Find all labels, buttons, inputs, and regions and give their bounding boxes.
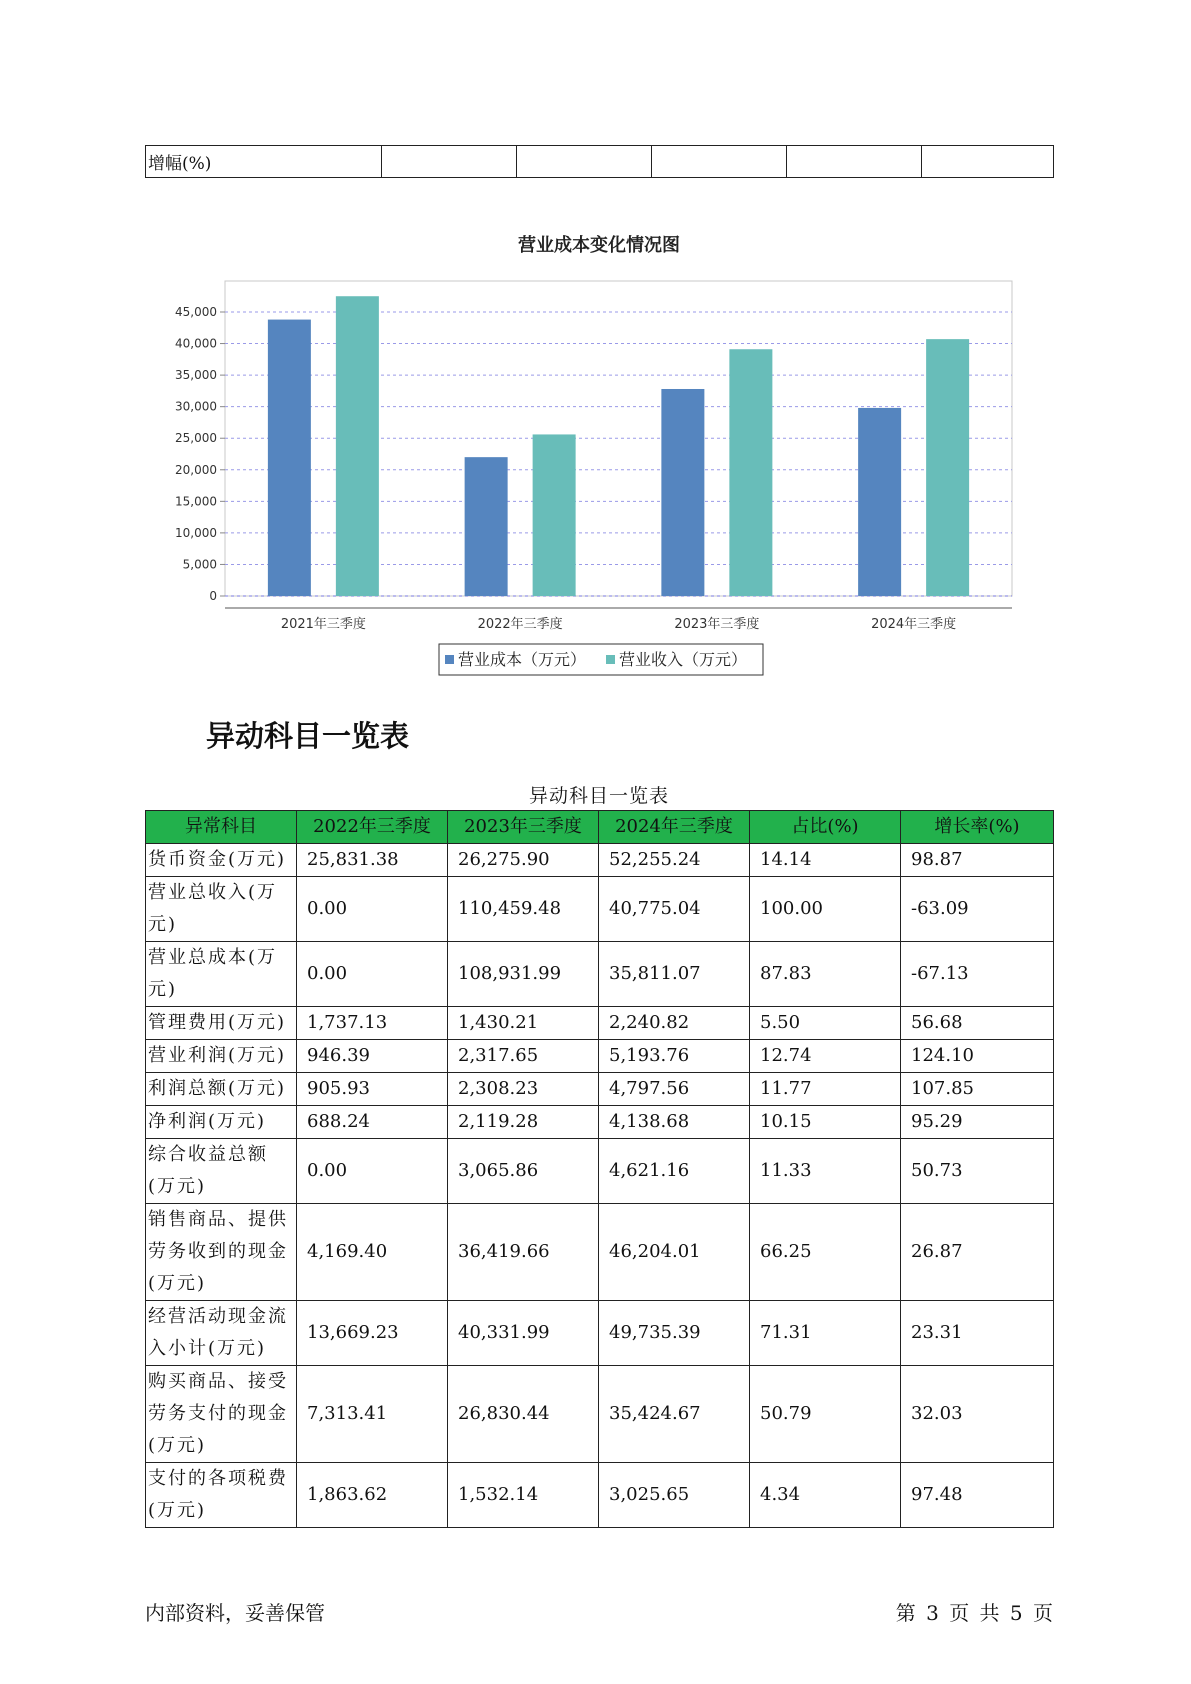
row-label: 净利润(万元) [146, 1106, 297, 1139]
y-axis-ticks [175, 305, 225, 603]
table-cell: 32.03 [901, 1366, 1054, 1463]
anomaly-table [145, 810, 1054, 1528]
table-cell: 95.29 [901, 1106, 1054, 1139]
table-cell: 26,830.44 [448, 1366, 599, 1463]
row-label: 经营活动现金流入小计(万元) [146, 1301, 297, 1366]
table-cell: 26,275.90 [448, 844, 599, 877]
legend-swatch-cost [445, 655, 454, 664]
column-header: 2023年三季度 [448, 811, 599, 844]
table-cell: -67.13 [901, 942, 1054, 1007]
y-tick-label: 0 [209, 589, 217, 603]
table-cell: 25,831.38 [297, 844, 448, 877]
table-cell: 2,308.23 [448, 1073, 599, 1106]
bar-revenue [729, 349, 772, 596]
table-cell: 56.68 [901, 1007, 1054, 1040]
table-cell: 1,863.62 [297, 1463, 448, 1528]
table-cell: 1,430.21 [448, 1007, 599, 1040]
bar-chart [145, 228, 1053, 688]
table-cell: 0.00 [297, 877, 448, 942]
table-cell: -63.09 [901, 877, 1054, 942]
bar-cost [268, 320, 311, 596]
table-cell [517, 146, 652, 178]
table-cell: 12.74 [750, 1040, 901, 1073]
table-cell: 40,331.99 [448, 1301, 599, 1366]
table-row [146, 942, 1054, 1007]
table-cell: 1,737.13 [297, 1007, 448, 1040]
table-cell: 905.93 [297, 1073, 448, 1106]
bar-cost [858, 408, 901, 596]
table-cell: 35,811.07 [599, 942, 750, 1007]
table-cell: 4,797.56 [599, 1073, 750, 1106]
table-cell: 49,735.39 [599, 1301, 750, 1366]
y-tick-label: 45,000 [175, 305, 217, 319]
table-cell: 66.25 [750, 1204, 901, 1301]
row-label: 营业总收入(万元) [146, 877, 297, 942]
table-cell: 4,169.40 [297, 1204, 448, 1301]
chart-title: 营业成本变化情况图 [518, 235, 680, 256]
table-row [146, 1204, 1054, 1301]
section-title: 异动科目一览表 [206, 719, 410, 753]
table-cell: 107.85 [901, 1073, 1054, 1106]
table-row [146, 1139, 1054, 1204]
table-caption: 异动科目一览表 [528, 785, 669, 807]
header-row [146, 811, 1054, 844]
footer-confidential: 内部资料，妥善保管 [145, 1601, 325, 1625]
table-cell: 1,532.14 [448, 1463, 599, 1528]
legend-swatch-revenue [606, 655, 615, 664]
table-cell: 50.79 [750, 1366, 901, 1463]
table-cell: 4,621.16 [599, 1139, 750, 1204]
y-tick-label: 40,000 [175, 336, 217, 351]
row-label: 销售商品、提供劳务收到的现金(万元) [146, 1204, 297, 1301]
column-header: 2024年三季度 [599, 811, 750, 844]
table-cell: 4.34 [750, 1463, 901, 1528]
bar-revenue [533, 434, 576, 596]
table-cell: 124.10 [901, 1040, 1054, 1073]
table-cell: 2,240.82 [599, 1007, 750, 1040]
column-header: 增长率(%) [901, 811, 1054, 844]
x-axis-ticks [281, 616, 956, 632]
table-row [146, 1040, 1054, 1073]
table-cell: 946.39 [297, 1040, 448, 1073]
table-cell: 13,669.23 [297, 1301, 448, 1366]
table-cell: 0.00 [297, 1139, 448, 1204]
row-label: 营业利润(万元) [146, 1040, 297, 1073]
table-cell: 11.77 [750, 1073, 901, 1106]
row-label: 综合收益总额(万元) [146, 1139, 297, 1204]
bar-cost [465, 457, 508, 596]
table-cell: 52,255.24 [599, 844, 750, 877]
legend [439, 644, 763, 675]
bar-cost [661, 389, 704, 596]
table-row [146, 1463, 1054, 1528]
table-cell: 35,424.67 [599, 1366, 750, 1463]
table-cell: 11.33 [750, 1139, 901, 1204]
table-cell: 3,025.65 [599, 1463, 750, 1528]
table-cell [382, 146, 517, 178]
table-cell: 23.31 [901, 1301, 1054, 1366]
table-cell: 2,119.28 [448, 1106, 599, 1139]
table-cell: 5,193.76 [599, 1040, 750, 1073]
table-row [146, 877, 1054, 942]
chart-svg [145, 228, 1053, 688]
table-cell: 7,313.41 [297, 1366, 448, 1463]
y-tick-label: 15,000 [175, 494, 217, 509]
table-cell: 10.15 [750, 1106, 901, 1139]
x-tick-label: 2021年三季度 [280, 617, 366, 632]
row-label: 管理费用(万元) [146, 1007, 297, 1040]
table-cell: 2,317.65 [448, 1040, 599, 1073]
table-cell: 26.87 [901, 1204, 1054, 1301]
x-tick-label: 2023年三季度 [674, 617, 760, 632]
y-tick-label: 25,000 [175, 431, 217, 446]
table-cell [652, 146, 787, 178]
table-cell: 71.31 [750, 1301, 901, 1366]
table-cell: 108,931.99 [448, 942, 599, 1007]
table-cell: 98.87 [901, 844, 1054, 877]
table-cell: 4,138.68 [599, 1106, 750, 1139]
row-label: 利润总额(万元) [146, 1073, 297, 1106]
table-row [146, 1366, 1054, 1463]
column-header: 占比(%) [750, 811, 901, 844]
y-tick-label: 35,000 [175, 368, 217, 383]
table-cell: 46,204.01 [599, 1204, 750, 1301]
y-tick-label: 10,000 [175, 525, 217, 540]
table-cell: 87.83 [750, 942, 901, 1007]
table-row [146, 844, 1054, 877]
table-cell [922, 146, 1054, 178]
footer-page-number: 第 3 页 共 5 页 [895, 1601, 1053, 1625]
table-cell: 50.73 [901, 1139, 1054, 1204]
row-label: 营业总成本(万元) [146, 942, 297, 1007]
row-label: 货币资金(万元) [146, 844, 297, 877]
table-row [146, 1073, 1054, 1106]
table-cell: 14.14 [750, 844, 901, 877]
y-tick-label: 5,000 [182, 557, 217, 572]
table-cell: 36,419.66 [448, 1204, 599, 1301]
table-cell: 5.50 [750, 1007, 901, 1040]
bar-revenue [336, 296, 379, 596]
table-cell: 3,065.86 [448, 1139, 599, 1204]
table-cell: 110,459.48 [448, 877, 599, 942]
table-cell: 0.00 [297, 942, 448, 1007]
table-row [146, 1301, 1054, 1366]
table-row [146, 1007, 1054, 1040]
x-tick-label: 2022年三季度 [477, 617, 563, 632]
y-tick-label: 30,000 [175, 399, 217, 414]
legend-label-revenue: 营业收入（万元） [619, 650, 748, 669]
x-tick-label: 2024年三季度 [871, 617, 957, 632]
table-cell: 97.48 [901, 1463, 1054, 1528]
row-label: 购买商品、接受劳务支付的现金(万元) [146, 1366, 297, 1463]
table-row [146, 1106, 1054, 1139]
bar-revenue [926, 339, 969, 596]
column-header: 异常科目 [146, 811, 297, 844]
table-cell: 40,775.04 [599, 877, 750, 942]
row-label: 支付的各项税费(万元) [146, 1463, 297, 1528]
table-cell: 100.00 [750, 877, 901, 942]
table-row [146, 146, 1054, 178]
legend-label-cost: 营业成本（万元） [458, 650, 587, 669]
table-cell: 688.24 [297, 1106, 448, 1139]
table-cell [787, 146, 922, 178]
top-table [145, 145, 1054, 178]
y-tick-label: 20,000 [175, 462, 217, 477]
row-label: 增幅(%) [146, 146, 382, 178]
column-header: 2022年三季度 [297, 811, 448, 844]
